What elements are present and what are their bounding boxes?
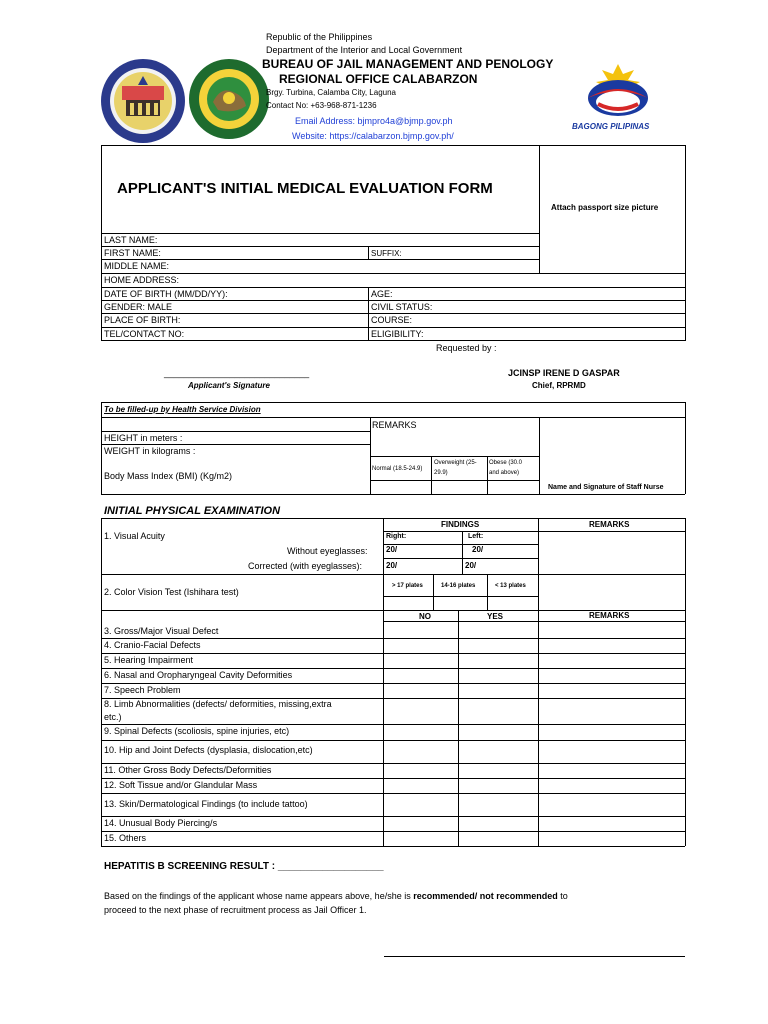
color-vision-label: 2. Color Vision Test (Ishihara test): [104, 587, 239, 597]
chief-name: JCINSP IRENE D GASPAR: [508, 368, 620, 378]
tel-label: TEL/CONTACT NO:: [104, 329, 185, 339]
recommendation-line-2: proceed to the next phase of recruitment process as Jail Officer 1.: [104, 905, 367, 915]
exam-item: 12. Soft Tissue and/or Glandular Mass: [104, 780, 258, 790]
contact-text: Contact No: +63-968-871-1236: [266, 101, 377, 110]
recommendation-text-a: Based on the findings of the applicant whose name appears above, he/she is: [104, 891, 414, 901]
plates-13: < 13 plates: [495, 583, 526, 589]
home-address-label: HOME ADDRESS:: [104, 275, 180, 285]
applicant-signature-label: Applicant's Signature: [188, 381, 270, 390]
exam-item: 5. Hearing Impairment: [104, 655, 194, 665]
exam-item: 7. Speech Problem: [104, 685, 181, 695]
last-name-label: LAST NAME:: [104, 235, 158, 245]
bmi-normal: Normal (18.5-24.9): [372, 466, 423, 472]
bagong-pilipinas-logo: [570, 60, 666, 132]
left-eye-label: Left:: [468, 533, 484, 540]
remarks2-header: REMARKS: [589, 611, 630, 620]
requested-by-label: Requested by :: [436, 343, 497, 353]
exam-item: 3. Gross/Major Visual Defect: [104, 626, 219, 636]
no-header: NO: [419, 612, 431, 621]
weight-label: WEIGHT in kilograms :: [104, 446, 196, 456]
health-remarks-label: REMARKS: [372, 420, 417, 430]
applicant-signature-line: _____________________________: [164, 368, 310, 378]
bmi-overweight-1: Overweight (25-: [434, 460, 477, 466]
bmi-label: Body Mass Index (BMI) (Kg/m2): [104, 471, 233, 481]
exam-item: 13. Skin/Dermatological Findings (to include tattoo): [104, 799, 308, 809]
bagong-pilipinas-text: BAGONG PILIPINAS: [572, 122, 650, 131]
chief-title: Chief, RPRMD: [532, 381, 586, 390]
civil-status-label: CIVIL STATUS:: [371, 302, 433, 312]
exam-item: 6. Nasal and Oropharyngeal Cavity Deformities: [104, 670, 293, 680]
course-label: COURSE:: [371, 315, 413, 325]
form-title: APPLICANT'S INITIAL MEDICAL EVALUATION FORM: [117, 180, 493, 197]
recommendation-line-1: [104, 892, 568, 901]
plates-14-16: 14-16 plates: [441, 583, 476, 589]
email-text[interactable]: Email Address: bjmpro4a@bjmp.gov.ph: [295, 116, 453, 126]
plates-17: > 17 plates: [392, 583, 423, 589]
suffix-label: SUFFIX:: [371, 249, 402, 258]
va-right-without: 20/: [386, 545, 398, 554]
va-right-corrected: 20/: [386, 561, 398, 570]
exam-remarks-header: REMARKS: [589, 520, 630, 529]
place-of-birth-label: PLACE OF BIRTH:: [104, 315, 181, 325]
bmi-overweight-2: 29.9): [434, 470, 448, 476]
va-left-corrected: 20/: [465, 561, 477, 570]
exam-item: 14. Unusual Body Piercing/s: [104, 818, 218, 828]
address-text: Brgy. Turbina, Calamba City, Laguna: [266, 88, 396, 97]
regional-office-title: REGIONAL OFFICE CALABARZON: [279, 72, 478, 86]
exam-item: 15. Others: [104, 833, 147, 843]
exam-item: 10. Hip and Joint Defects (dysplasia, dislocation,etc): [104, 745, 313, 755]
first-name-label: FIRST NAME:: [104, 248, 161, 258]
right-eye-label: Right:: [386, 533, 407, 540]
exam-item: 9. Spinal Defects (scoliosis, spine injuries, etc): [104, 726, 290, 736]
health-header: To be filled-up by Health Service Division: [104, 405, 261, 414]
exam-item: etc.): [104, 712, 122, 722]
exam-item: 8. Limb Abnormalities (defects/ deformities, missing,extra: [104, 699, 332, 709]
physician-signature-line: [384, 956, 685, 957]
bmi-obese-1: Obese (30.0: [489, 460, 523, 466]
findings-header: FINDINGS: [441, 520, 480, 529]
gender-label: GENDER: MALE: [104, 302, 173, 312]
nurse-signature-label: Name and Signature of Staff Nurse: [548, 484, 664, 491]
recommendation-choice: recommended/ not recommended: [413, 891, 558, 901]
visual-acuity-label: 1. Visual Acuity: [104, 531, 165, 541]
photo-label: Attach passport size picture: [551, 203, 659, 212]
website-text[interactable]: Website: https://calabarzon.bjmp.gov.ph/: [292, 131, 454, 141]
eligibility-label: ELIGIBILITY:: [371, 329, 424, 339]
bureau-title: BUREAU OF JAIL MANAGEMENT AND PENOLOGY: [262, 57, 554, 71]
va-left-without: 20/: [472, 545, 484, 554]
hepatitis-result: HEPATITIS B SCREENING RESULT : ___________________: [104, 861, 384, 872]
recommendation-text-c: to: [557, 891, 568, 901]
bjmp-seal-logo: [100, 58, 186, 144]
age-label: AGE:: [371, 289, 393, 299]
department-text: Department of the Interior and Local Government: [266, 45, 463, 55]
exam-item: 4. Cranio-Facial Defects: [104, 640, 201, 650]
corrected-label: Corrected (with eyeglasses):: [248, 561, 363, 571]
exam-title: INITIAL PHYSICAL EXAMINATION: [104, 505, 281, 517]
bmi-obese-2: and above): [489, 470, 520, 476]
republic-text: Republic of the Philippines: [266, 32, 373, 42]
exam-item: 11. Other Gross Body Defects/Deformities: [104, 765, 272, 775]
height-label: HEIGHT in meters :: [104, 433, 183, 443]
without-glasses-label: Without eyeglasses:: [287, 546, 368, 556]
regional-office-seal-logo: [188, 58, 270, 140]
dob-label: DATE OF BIRTH (MM/DD/YY):: [104, 289, 228, 299]
middle-name-label: MIDDLE NAME:: [104, 261, 170, 271]
yes-header: YES: [487, 612, 504, 621]
